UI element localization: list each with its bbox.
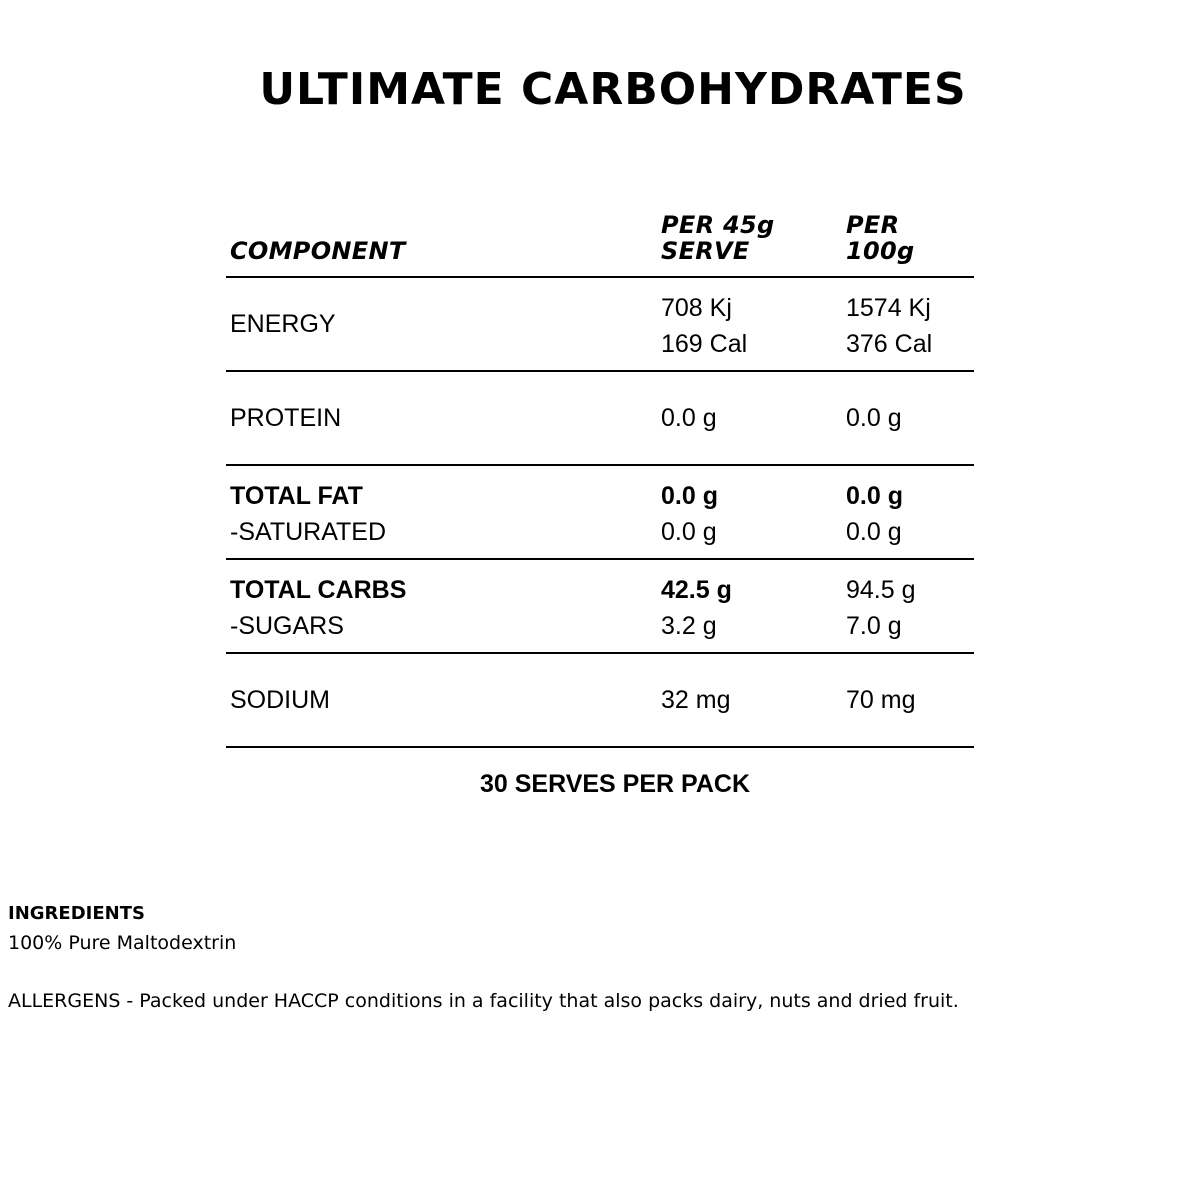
carbs-per-100g xyxy=(846,572,916,644)
sodium-per-serve: 32 mg xyxy=(661,686,731,714)
product-title: ULTIMATE CARBOHYDRATES xyxy=(259,64,967,115)
fat-serve-value: 0.0 g xyxy=(661,482,718,510)
energy-serve-kj: 708 Kj xyxy=(661,294,732,322)
fat-label: TOTAL FAT xyxy=(230,482,363,510)
fat-per100-value: 0.0 g xyxy=(846,482,903,510)
saturated-serve-value: 0.0 g xyxy=(661,518,717,546)
protein-label: PROTEIN xyxy=(230,404,342,432)
header-per-100g-line2: 100g xyxy=(846,237,915,265)
sodium-label: SODIUM xyxy=(230,686,330,714)
sugars-serve-value: 3.2 g xyxy=(661,612,717,640)
nutrition-table xyxy=(226,208,974,748)
sodium-per-100g: 70 mg xyxy=(846,686,916,714)
protein-per-serve: 0.0 g xyxy=(661,404,717,432)
table-row-protein xyxy=(226,372,974,466)
header-per-100g-line1: PER xyxy=(846,211,900,239)
saturated-label: -SATURATED xyxy=(230,518,387,546)
table-header xyxy=(226,208,974,278)
fat-per-serve xyxy=(661,478,718,550)
sugars-label: -SUGARS xyxy=(230,612,344,640)
header-per-100g xyxy=(846,212,914,264)
header-component: COMPONENT xyxy=(230,237,406,265)
energy-per-100g xyxy=(846,290,932,362)
energy-per100-kj: 1574 Kj xyxy=(846,294,931,322)
header-per-serve xyxy=(661,212,775,264)
carbs-per-serve xyxy=(661,572,732,644)
header-per-serve-line2: SERVE xyxy=(661,237,750,265)
carbs-labels xyxy=(230,572,406,644)
energy-per-serve xyxy=(661,290,747,362)
ingredients-heading: INGREDIENTS xyxy=(8,903,145,924)
table-row-sodium xyxy=(226,654,974,748)
protein-per-100g: 0.0 g xyxy=(846,404,902,432)
energy-serve-cal: 169 Cal xyxy=(661,330,748,358)
serves-per-pack: 30 SERVES PER PACK xyxy=(479,770,750,798)
sugars-per100-value: 7.0 g xyxy=(846,612,902,640)
fat-labels xyxy=(230,478,386,550)
fat-per-100g xyxy=(846,478,903,550)
saturated-per100-value: 0.0 g xyxy=(846,518,902,546)
energy-per100-cal: 376 Cal xyxy=(846,330,933,358)
table-row-energy xyxy=(226,278,974,372)
energy-label: ENERGY xyxy=(230,310,336,338)
header-per-serve-line1: PER 45g xyxy=(661,211,775,239)
carbs-per100-value: 94.5 g xyxy=(846,576,916,604)
allergens-statement: ALLERGENS - Packed under HACCP conditions in a facility that also packs dairy, nuts and dried fruit. xyxy=(8,990,959,1012)
table-row-carbs xyxy=(226,560,974,654)
table-row-fat xyxy=(226,466,974,560)
carbs-serve-value: 42.5 g xyxy=(661,576,732,604)
carbs-label: TOTAL CARBS xyxy=(230,576,407,604)
ingredients-text: 100% Pure Maltodextrin xyxy=(8,932,237,954)
